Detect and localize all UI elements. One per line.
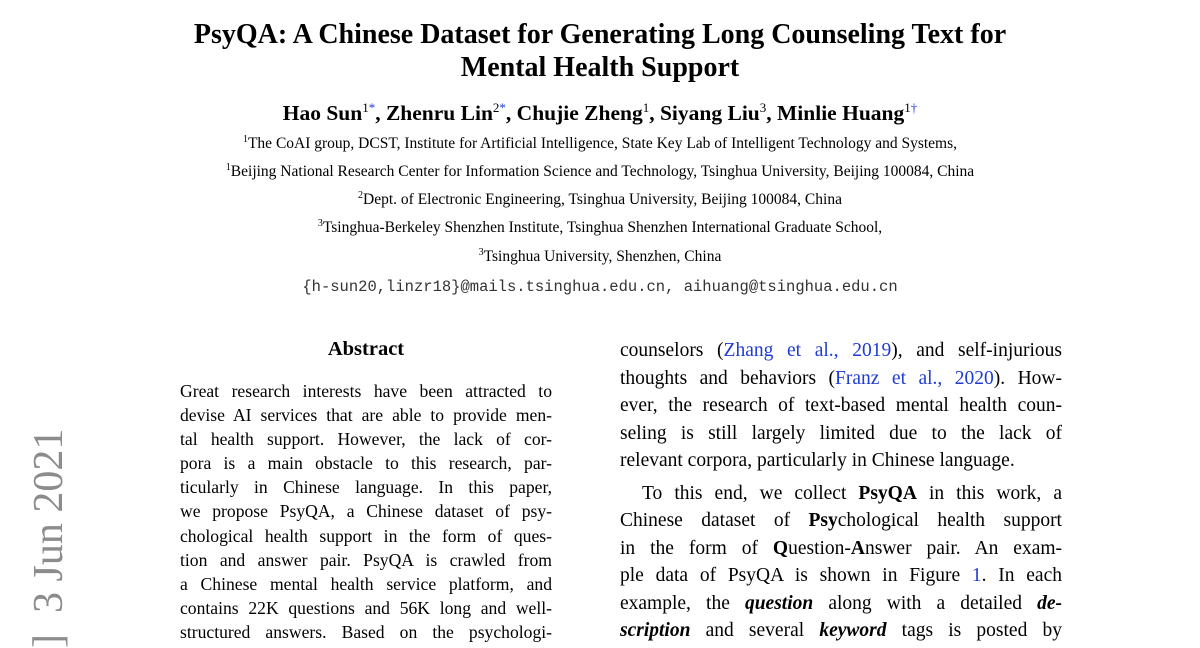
affiliation-line: $^1$The CoAI group, DCST, Institute for Artificial Intelligence, State Key Lab of Intelligent Technology and Systems, [242, 134, 958, 152]
affiliation-line: $^3$Tsinghua-Berkeley Shenzhen Institute, Tsinghua Shenzhen International Graduate School, [317, 218, 883, 236]
introduction-column [620, 337, 1062, 645]
author: Chujie Zheng$^1$, [516, 100, 660, 125]
arxiv-side-stamp [28, 429, 70, 648]
corresponding-author-mark[interactable]: † [910, 100, 918, 115]
author-list [0, 99, 1200, 127]
intro-line: in the form of Question-Answer pair. An exam- [620, 537, 1063, 559]
figure-reference-link[interactable]: 1 [971, 565, 982, 586]
abstract-line: tal health support. However, the lack of cor- [180, 429, 552, 450]
author: Zhenru Lin$^{2*}$, [385, 100, 517, 125]
abstract-line: contains 22K questions and 56K long and well- [180, 597, 552, 618]
author: Siyang Liu$^3$, [659, 100, 778, 125]
abstract-body [180, 379, 552, 644]
intro-line: scription and several keyword tags is posted by [620, 620, 1062, 641]
abstract-heading: Abstract [327, 338, 405, 360]
intro-line: relevant corpora, particularly in Chinese language. [620, 450, 1015, 471]
intro-line: Chinese dataset of Psychological health support [620, 510, 1062, 531]
intro-line: To this end, we collect PsyQA in this work, a [642, 482, 1062, 504]
equal-contribution-mark[interactable]: * [368, 100, 376, 115]
intro-line: ever, the research of text-based mental health coun- [620, 395, 1062, 416]
affiliation-line: $^3$Tsinghua University, Shenzhen, China [478, 247, 722, 265]
citation-link[interactable]: Franz et al., 2020 [835, 367, 994, 389]
intro-line: ple data of PsyQA is shown in Figure 1. In each [620, 565, 1062, 586]
author: Hao Sun$^{1*}$, [282, 100, 386, 125]
title-line-1: PsyQA: A Chinese Dataset for Generating Long Counseling Text for [193, 19, 1007, 50]
abstract-line: we propose PsyQA, a Chinese dataset of psy- [180, 501, 552, 522]
abstract-line: chological health support in the form of ques- [180, 525, 552, 546]
abstract-line: tion and answer pair. PsyQA is crawled from [180, 549, 552, 570]
equal-contribution-mark[interactable]: * [499, 100, 506, 115]
abstract-line: structured answers. Based on the psychologi- [180, 621, 552, 642]
abstract-line: pora is a main obstacle to this research, par- [180, 453, 552, 474]
title-line-2: Mental Health Support [460, 52, 740, 83]
citation-link[interactable]: Zhang et al., 2019 [723, 340, 892, 361]
affiliation-line: $^2$Dept. of Electronic Engineering, Tsinghua University, Beijing 100084, China [358, 190, 842, 208]
author-emails: {h-sun20,linzr18}@mails.tsinghua.edu.cn, aihuang@tsinghua.edu.cn [302, 278, 898, 296]
affiliation-line: $^1$Beijing National Research Center for Information Science and Technology, Tsinghua University, Beijing 100084, China [225, 162, 975, 180]
author: Minlie Huang$^{1\dagger}$ [777, 100, 918, 125]
intro-line: example, the question along with a detailed de- [620, 592, 1062, 614]
arxiv-date: 3 Jun 2021 [26, 428, 72, 613]
abstract-line: ticularly in Chinese language. In this paper, [180, 477, 552, 498]
abstract-line: a Chinese mental health service platform, and [180, 573, 552, 594]
abstract-line: devise AI services that are able to provide men- [180, 405, 552, 426]
paper-title [0, 18, 1200, 84]
abstract-line: Great research interests have been attracted to [180, 381, 552, 401]
intro-line: seling is still largely limited due to the lack of [620, 422, 1062, 444]
intro-line: counselors (Zhang et al., 2019), and self-injurious [620, 340, 1062, 361]
arxiv-bracket: ] [26, 613, 72, 648]
intro-line: thoughts and behaviors (Franz et al., 2020). How- [620, 367, 1062, 389]
